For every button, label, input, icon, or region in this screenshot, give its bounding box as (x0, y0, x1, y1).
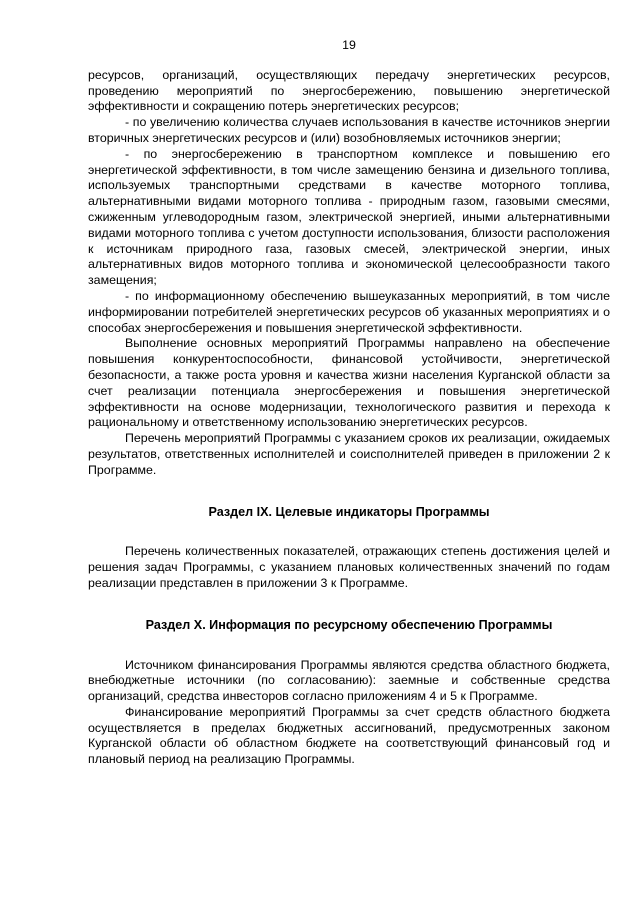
paragraph-implementation: Выполнение основных мероприятий Программы направлено на обеспечение повышения конкурентоспособности, финансовой устойчивости, энергетической безопасности, а также роста уровня и качества жизни населения Курганской области за счет реализации потенциала энергосбережения и повышения энергетической эффективности на основе модернизации, технологического развития и перехода к рациональному и ответственному использованию энергетических ресурсов. (88, 336, 610, 430)
section-10-heading: Раздел X. Информация по ресурсному обеспечению Программы (145, 617, 553, 632)
list-item-secondary-resources: - по увеличению количества случаев использования в качестве источников энергии вторичных энергетических ресурсов и (или) возобновляемых источников энергии; (88, 115, 610, 145)
section-9-heading: Раздел IX. Целевые индикаторы Программы (208, 504, 490, 519)
list-item-information: - по информационному обеспечению вышеуказанных мероприятий, в том числе информировании потребителей энергетических ресурсов об указанных мероприятиях и о способах энергосбережения и повышения энергетической эффективности. (88, 288, 610, 335)
list-item-transport: - по энергосбережению в транспортном комплексе и повышению его энергетической эффективности, в том числе замещению бензина и дизельного топлива, используемых транспортными средствами в качестве моторного топлива, альтернативными видами моторного топлива - природным газом, газовыми смесями, сжиженным углеводородным газом, электрической энергией, иными альтернативными видами моторного топлива с учетом доступности использования, близости расположения к источникам природного газа, газовых смесей, электрической энергии, иных альтернативных видов моторного топлива и экономической целесообразности такого замещения; (88, 146, 610, 288)
section-9-paragraph: Перечень количественных показателей, отражающих степень достижения целей и решения задач Программы, с указанием плановых количественных значений по годам реализации представлен в приложении 3 к Программе. (88, 544, 610, 590)
paragraph-continuation: ресурсов, организаций, осуществляющих передачу энергетических ресурсов, проведению мероприятий по энергосбережению, повышению энергетической эффективности и сокращению потерь энергетических ресурсов; (88, 67, 610, 114)
paragraph-measures-list: Перечень мероприятий Программы с указанием сроков их реализации, ожидаемых результатов, ответственных исполнителей и соисполнителей приведен в приложении 2 к Программе. (88, 431, 610, 477)
section-10-paragraph-sources: Источником финансирования Программы являются средства областного бюджета, внебюджетные источники (по согласованию): заемные и собственные средства организаций, средства инвесторов согласно приложениям 4 и 5 к Программе. (88, 657, 610, 704)
document-page (88, 38, 610, 768)
section-10-paragraph-financing: Финансирование мероприятий Программы за счет средств областного бюджета осуществляется в пределах бюджетных ассигнований, предусмотренных законом Курганской области об областном бюджете на соответствующий финансовый год и плановый период на реализацию Программы. (88, 704, 610, 767)
page-number: 19 (342, 38, 356, 52)
